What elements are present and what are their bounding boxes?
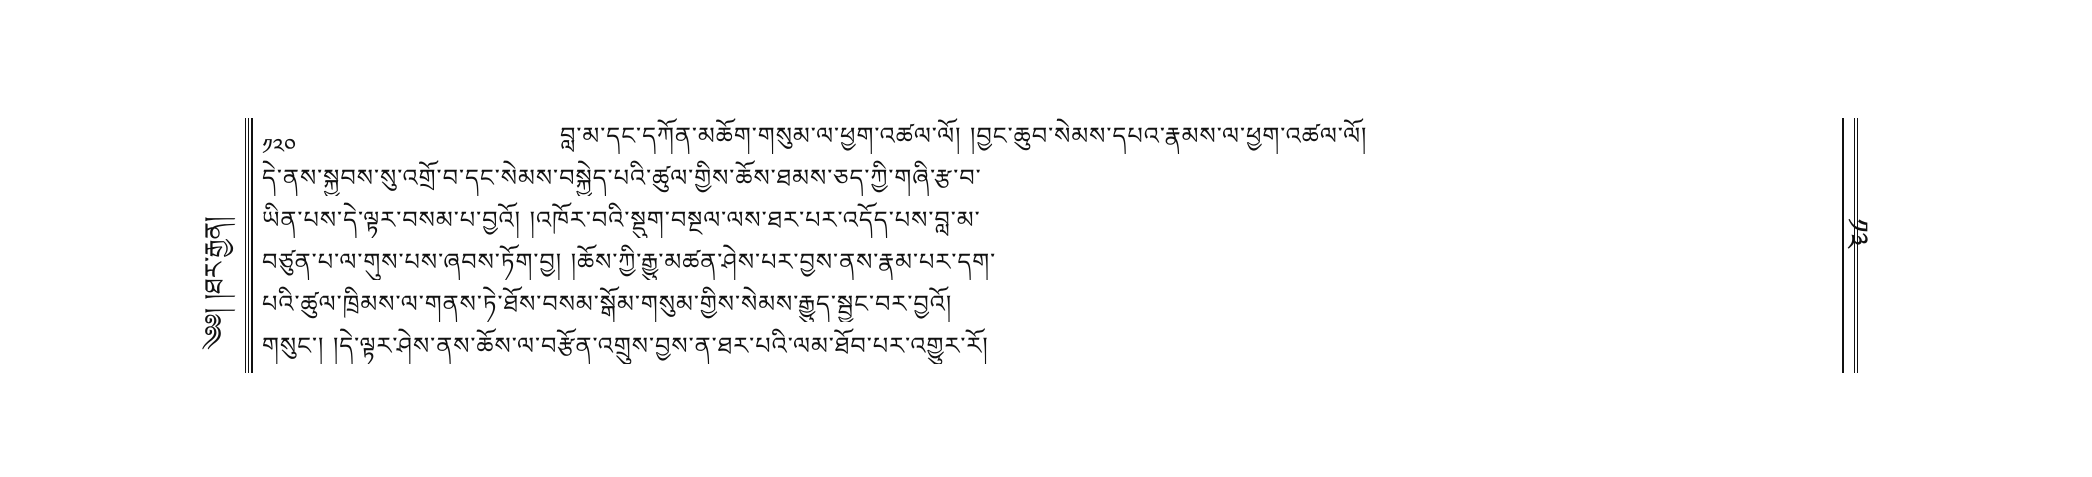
text-line-5: པའི་ཚུལ་ཁྲིམས་ལ་གནས་ཏེ་ཐོས་བསམ་སྒོམ་གསུམ་གྱིས་སེམས་རྒྱུད་སྦྱང་བར་བྱའོ། — [262, 290, 953, 318]
text-line-4: བཙུན་པ་ལ་གུས་པས་ཞབས་ཏོག་བྱ། །ཆོས་ཀྱི་རྒྱུ་མཚན་ཤེས་པར་བྱས་ནས་རྣམ་པར་དག་ — [262, 248, 997, 276]
text-line-6: གསུང་། །དེ་ལྟར་ཤེས་ནས་ཆོས་ལ་བརྩོན་འགྲུས་བྱས་ན་ཐར་པའི་ལམ་ཐོབ་པར་འགྱུར་རོ། — [262, 332, 989, 360]
frame-inner-line-left — [251, 118, 253, 373]
text-line-2: དེ་ནས་སྐྱབས་སུ་འགྲོ་བ་དང་སེམས་བསྐྱེད་པའི་ཚུལ་གྱིས་ཆོས་ཐམས་ཅད་ཀྱི་གཞི་རྩ་བ་ — [262, 164, 982, 192]
right-margin-number: ༡༣ — [1839, 218, 1874, 248]
folio-number: ༡༢༠ — [262, 135, 297, 160]
text-line-3: ཡིན་པས་དེ་ལྟར་བསམ་པ་བྱའོ། །འཁོར་བའི་སྡུག་བསྔལ་ལས་ཐར་པར་འདོད་པས་བླ་མ་ — [262, 206, 981, 234]
text-line-1: བླ་མ་དང་དཀོན་མཆོག་གསུམ་ལ་ཕྱག་འཚལ་ལོ། །བྱང་ཆུབ་སེམས་དཔའ་རྣམས་ལ་ཕྱག་འཚལ་ལོ། — [560, 122, 1368, 150]
left-margin-title: ༄༅། །ཐར་རྒྱན། — [200, 216, 230, 350]
